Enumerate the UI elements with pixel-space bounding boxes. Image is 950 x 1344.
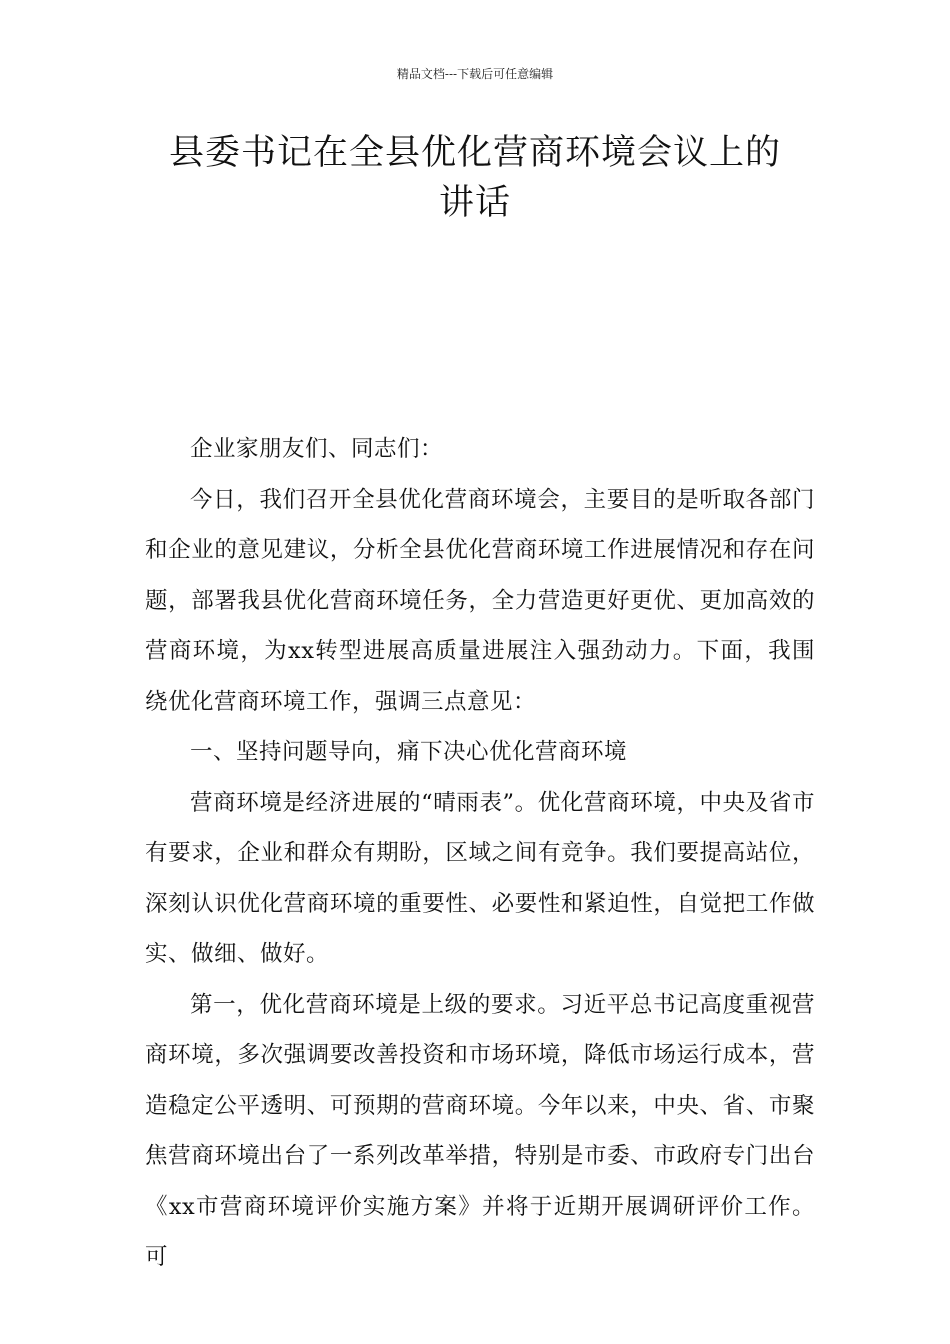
- body-paragraph: 营商环境是经济进展的“晴雨表”。优化营商环境，中央及省市有要求，企业和群众有期盼，区域之间有竞争。我们要提高站位，深刻认识优化营商环境的重要性、必要性和紧迫性，自觉把工作做实、做细、做好。: [145, 789, 815, 967]
- body-paragraph: 第一，优化营商环境是上级的要求。习近平总书记高度重视营商环境，多次强调要改善投资和市场环境，降低市场运行成本，营造稳定公平透明、可预期的营商环境。今年以来，中央、省、市聚焦营商环境出台了一系列改革举措，特别是市委、市政府专门出台《xx市营商环境评价实施方案》并将于近期开展调研评价工作。可: [145, 991, 815, 1270]
- document-body: [145, 424, 815, 1283]
- section-heading: 一、坚持问题导向，痛下决心优化营商环境: [190, 739, 628, 765]
- title-line-1: 县委书记在全县优化营商环境会议上的: [168, 133, 781, 173]
- intro-paragraph: 今日，我们召开全县优化营商环境会，主要目的是听取各部门和企业的意见建议，分析全县优化营商环境工作进展情况和存在问题，部署我县优化营商环境任务，全力营造更好更优、更加高效的营商环境，为xx转型进展高质量进展注入强劲动力。下面，我围绕优化营商环境工作，强调三点意见：: [145, 486, 815, 715]
- salutation-paragraph: 企业家朋友们、同志们：: [190, 436, 444, 462]
- document-title: [100, 128, 850, 228]
- title-line-2: 讲话: [438, 183, 511, 223]
- header-note: 精品文档---下载后可任意编辑: [396, 67, 554, 81]
